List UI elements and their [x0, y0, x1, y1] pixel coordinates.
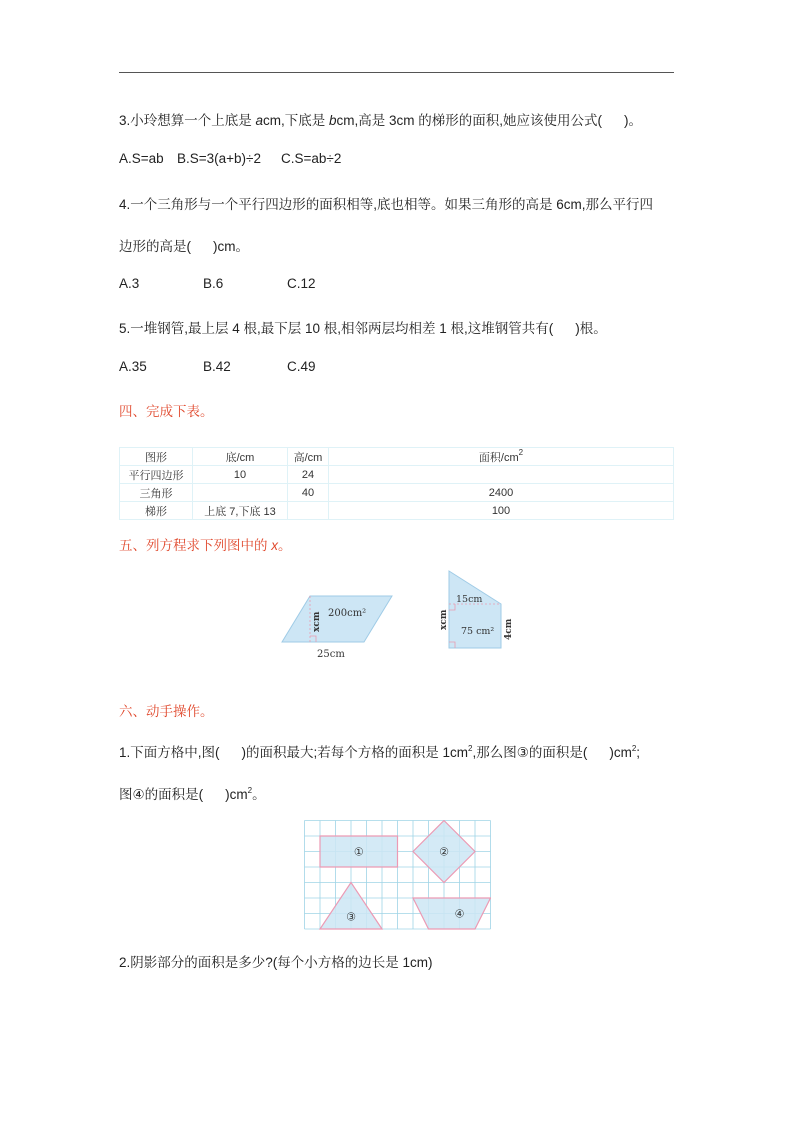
parallelogram-height-label: xcm [312, 611, 322, 632]
shape-4-trapezoid [413, 898, 491, 929]
table-cell[interactable]: 24 [288, 466, 329, 484]
table-cell[interactable]: 100 [329, 502, 674, 520]
header-rule [119, 72, 674, 73]
section5-figures [270, 560, 530, 670]
q5-option-b[interactable]: B.42 [203, 359, 231, 374]
table-row [120, 484, 674, 502]
q4-stem-line1: 4.一个三角形与一个平行四边形的面积相等,底也相等。如果三角形的高是 6cm,那么平行四 [119, 197, 654, 212]
composite-area-label: 75 cm² [461, 626, 495, 637]
parallelogram-shape [282, 596, 392, 642]
q5-option-a[interactable]: A.35 [119, 359, 147, 374]
table-cell[interactable]: 2400 [329, 484, 674, 502]
q4-option-a[interactable]: A.3 [119, 276, 140, 291]
section5-title: 五、列方程求下列图中的 x。 [119, 538, 292, 553]
q3-option-c[interactable]: C.S=ab÷2 [281, 151, 342, 166]
table-header-row [120, 448, 674, 466]
table-cell[interactable]: 上底 7,下底 13 [193, 502, 288, 520]
table-cell[interactable]: 10 [193, 466, 288, 484]
parallelogram-figure [282, 596, 392, 660]
s6-q1-line1: 1.下面方格中,图( )的面积最大;若每个方格的面积是 $1cm^2$,那么图③的面积是( )$cm^2$; [119, 744, 641, 760]
s6-q2: 2.阴影部分的面积是多少?(每个小方格的边长是 1cm) [119, 955, 433, 970]
table-header-cell: 图形 [120, 448, 193, 466]
table-cell[interactable] [288, 502, 329, 520]
shape-2-label: ② [439, 845, 449, 859]
table-cell[interactable]: 40 [288, 484, 329, 502]
section4-title: 四、完成下表。 [119, 404, 214, 419]
parallelogram-base-label: 25cm [317, 649, 345, 660]
shape-4-label: ④ [454, 907, 465, 921]
table-header-cell: 底/cm [193, 448, 288, 466]
shape-1-label: ① [353, 845, 364, 859]
q3-options [119, 151, 341, 166]
table-cell[interactable] [193, 484, 288, 502]
table-cell: 三角形 [120, 484, 193, 502]
q5-options [119, 359, 316, 374]
table-row [120, 466, 674, 484]
q4-options [119, 276, 316, 291]
parallelogram-area-label: 200cm² [328, 608, 367, 619]
q5-stem: 5.一堆钢管,最上层 4 根,最下层 10 根,相邻两层均相差 1 根,这堆钢管共有( )根。 [119, 321, 607, 336]
composite-top-label: 15cm [456, 594, 483, 605]
q4-option-b[interactable]: B.6 [203, 276, 224, 291]
composite-left-label: xcm [439, 609, 449, 630]
shape-3-label: ③ [346, 910, 356, 924]
s6-q1-line2: 图④的面积是( )$cm^2$。 [119, 786, 266, 802]
table-cell: 梯形 [120, 502, 193, 520]
section6-title: 六、动手操作。 [119, 704, 214, 719]
area-table [119, 447, 674, 520]
q3-option-a[interactable]: A.S=ab [119, 151, 164, 166]
shapes-grid-figure [304, 820, 491, 930]
q5-option-c[interactable]: C.49 [287, 359, 316, 374]
composite-figure [439, 571, 514, 648]
table-header-cell: 高/cm [288, 448, 329, 466]
table-header-cell: 面积$/cm^2$ [329, 448, 674, 466]
q3-stem: 3.小玲想算一个上底是 acm,下底是 bcm,高是 3cm 的梯形的面积,她应该使用公式( )。 [119, 113, 643, 128]
q4-option-c[interactable]: C.12 [287, 276, 316, 291]
q3-option-b[interactable]: B.S=3(a+b)÷2 [177, 151, 261, 166]
table-cell[interactable] [329, 466, 674, 484]
q4-stem-line2: 边形的高是( )cm。 [119, 239, 249, 254]
composite-right-label: 4cm [504, 618, 514, 640]
table-row [120, 502, 674, 520]
table-cell: 平行四边形 [120, 466, 193, 484]
